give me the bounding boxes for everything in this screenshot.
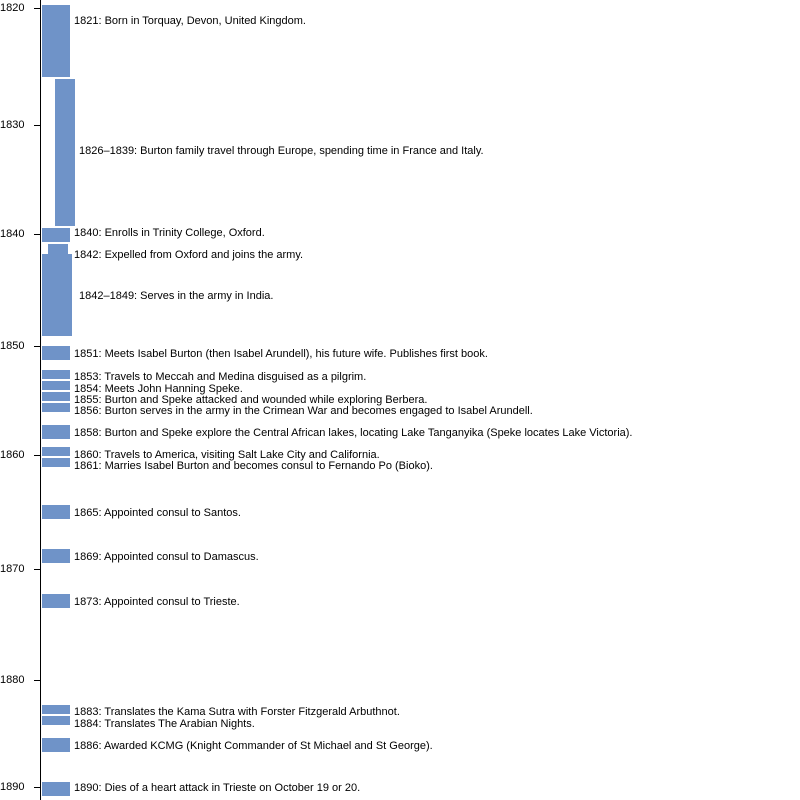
event-bar [42,403,70,412]
event-label: 1842–1849: Serves in the army in India. [79,290,274,302]
event-bar [42,505,70,519]
event-label: 1840: Enrolls in Trinity College, Oxford. [74,227,265,239]
year-tick-mark [34,125,41,126]
year-label: 1850 [0,340,25,352]
event-label: 1883: Translates the Kama Sutra with Forster Fitzgerald Arbuthnot. [74,706,400,718]
event-label: 1869: Appointed consul to Damascus. [74,551,259,563]
event-label: 1821: Born in Torquay, Devon, United Kingdom. [74,15,306,27]
event-bar [42,549,70,563]
event-bar [55,79,75,226]
event-label: 1851: Meets Isabel Burton (then Isabel Arundell), his future wife. Publishes first book. [74,348,488,360]
event-label: 1873: Appointed consul to Trieste. [74,596,240,608]
event-bar [42,705,70,714]
event-bar [42,594,70,608]
event-label: 1860: Travels to America, visiting Salt Lake City and California. [74,449,380,461]
year-tick-mark [34,569,41,570]
year-label: 1820 [0,2,25,14]
year-tick-mark [34,680,41,681]
event-label: 1890: Dies of a heart attack in Trieste on October 19 or 20. [74,782,361,794]
event-label: 1884: Translates The Arabian Nights. [74,718,255,730]
event-label: 1854: Meets John Hanning Speke. [74,383,243,395]
year-label: 1880 [0,674,25,686]
year-tick-mark [34,787,41,788]
event-label: 1861: Marries Isabel Burton and becomes consul to Fernando Po (Bioko). [74,460,433,472]
event-label: 1865: Appointed consul to Santos. [74,507,241,519]
event-label: 1842: Expelled from Oxford and joins the army. [74,249,304,261]
event-bar [42,346,70,360]
event-bar [42,370,70,379]
event-bar [42,458,70,467]
event-bar [42,716,70,725]
event-label: 1858: Burton and Speke explore the Central African lakes, locating Lake Tanganyika (Speke locates Lake Victoria). [74,427,633,439]
year-label: 1870 [0,563,25,575]
year-label: 1860 [0,449,25,461]
event-label: 1853: Travels to Meccah and Medina disguised as a pilgrim. [74,371,367,383]
event-label: 1886: Awarded KCMG (Knight Commander of St Michael and St George). [74,740,433,752]
event-bar [42,447,70,456]
event-bar [42,782,70,796]
year-tick-mark [34,346,41,347]
event-bar [42,254,72,336]
event-bar [42,425,70,439]
event-label: 1855: Burton and Speke attacked and wounded while exploring Berbera. [74,394,428,406]
year-tick-mark [34,455,41,456]
event-bar [42,5,70,77]
year-label: 1840 [0,228,25,240]
year-label: 1830 [0,119,25,131]
year-label: 1890 [0,781,25,793]
event-label: 1826–1839: Burton family travel through Europe, spending time in France and Italy. [79,145,484,157]
event-bar [42,381,70,390]
event-label: 1856: Burton serves in the army in the Crimean War and becomes engaged to Isabel Arundell. [74,405,533,417]
event-bar [42,392,70,401]
event-bar [42,228,70,242]
event-bar [42,738,70,752]
year-tick-mark [34,234,41,235]
year-tick-mark [34,8,41,9]
